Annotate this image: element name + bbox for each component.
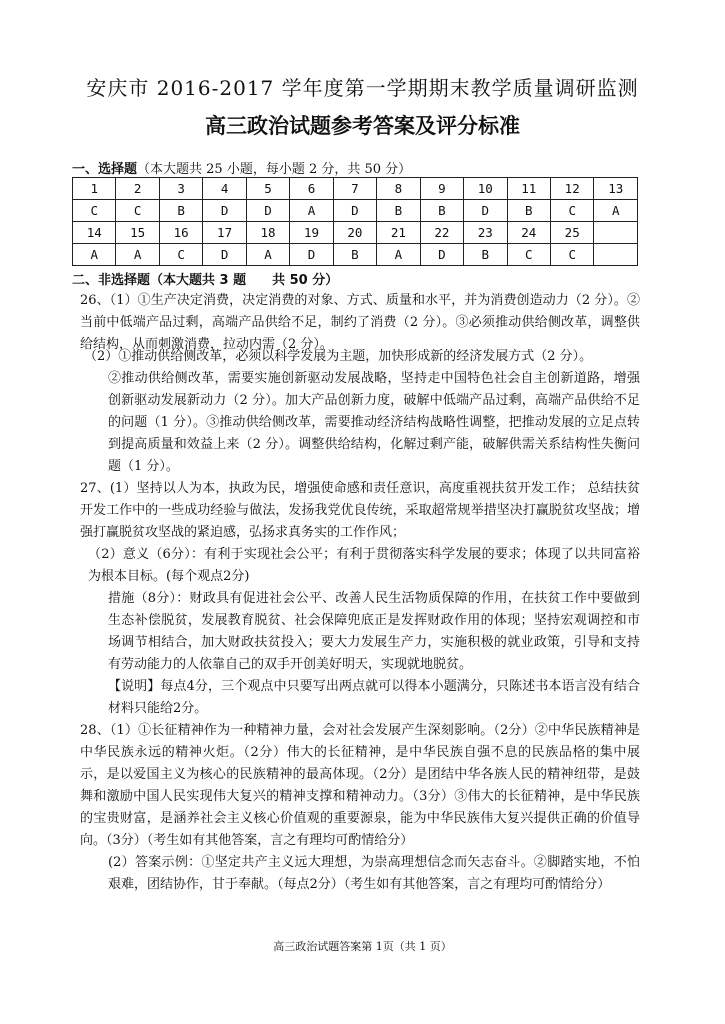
answer-cell: [594, 244, 638, 266]
section1-heading: [72, 158, 411, 177]
question-number-row: [73, 222, 638, 244]
question-number-row: [73, 178, 638, 200]
question-number-cell: 20: [333, 222, 376, 244]
q26-part1-text: 26、（1）①生产决定消费，决定消费的对象、方式、质量和水平，并为消费创造动力（2 分）。②当前中低端产品过剩，高端产品供给不足，制约了消费（2 分）。③必须推动供给侧改革，调整供给结构，从而刺激消费，拉动内需（2 分）。: [80, 293, 640, 352]
answer-row: [73, 244, 638, 266]
question-number-cell: 25: [550, 222, 593, 244]
answer-cell: A: [377, 244, 420, 266]
q28-part2: (2）答案示例：①坚定共产主义远大理想，为崇高理想信念而矢志奋斗。②脚踏实地，不怕艰难，团结协作，甘于奉献。（每点2分）（考生如有其他答案，言之有理均可酌情给分）: [108, 855, 640, 892]
question-number-cell: 13: [594, 178, 638, 200]
q27-part2-meaning: （2）意义（6分）：有利于实现社会公平；有利于贯彻落实科学发展的要求；体现了以共同富裕为根本目标。(每个观点2分): [88, 547, 640, 584]
answer-cell: D: [290, 244, 333, 266]
question-number-cell: 18: [246, 222, 289, 244]
q26-part2-body: ②推动供给侧改革，需要实施创新驱动发展战略，坚持走中国特色社会自主创新道路，增强创新驱动发展新动力（2 分）。加大产品创新力度，破解中低端产品过剩，高端产品供给不足的问题（1 分）。③推动供给侧改革，需要推动经济结构战略性调整，把推动发展的立足点转到提高质量和效益上来（2 分）。调整供给结构，化解过剩产能，破解供需关系结构性失衡问题（1 分）。: [108, 371, 640, 474]
answer-cell: B: [420, 200, 463, 222]
question-number-cell: 22: [420, 222, 463, 244]
answer-cell: B: [377, 200, 420, 222]
answer-cell: D: [464, 200, 507, 222]
answer-cell: B: [464, 244, 507, 266]
section2-heading: 二、非选择题（本大题共 3 题 共 50 分）: [72, 273, 339, 288]
answer-cell: A: [116, 244, 159, 266]
question-number-cell: 8: [377, 178, 420, 200]
question-number-cell: 17: [203, 222, 246, 244]
question-number-cell: 5: [246, 178, 289, 200]
answer-cell: D: [420, 244, 463, 266]
answer-cell: C: [550, 244, 593, 266]
question-number-cell: 14: [73, 222, 116, 244]
answer-cell: C: [73, 200, 116, 222]
question-number-cell: 4: [203, 178, 246, 200]
question-number-cell: 10: [464, 178, 507, 200]
question-number-cell: 23: [464, 222, 507, 244]
q28-part1: 28、（1）①长征精神作为一种精神力量，会对社会发展产生深刻影响。（2分）②中华民族精神是中华民族永远的精神火炬。（2分）伟大的长征精神，是中华民族自强不息的民族品格的集中展示，是以爱国主义为核心的民族精神的最高体现。（2分）是团结中华各族人民的精神纽带，是鼓舞和激励中国人民实现伟大复兴的精神支撑和精神动力。（3分）③伟大的长征精神，是中华民族的宝贵财富，是涵养社会主义核心价值观的重要源泉，能为中华民族伟大复兴提供正确的价值导向。（3分）（考生如有其他答案，言之有理均可酌情给分）: [80, 723, 640, 848]
question-number-cell: [594, 222, 638, 244]
answer-cell: D: [203, 200, 246, 222]
q27-part2-measures: 措施（8分）：财政具有促进社会公平、改善人民生活物质保障的作用，在扶贫工作中要做到生态补偿脱贫，发展教育脱贫、社会保障兜底正是发挥财政作用的体现；坚持宏观调控和市场调节相结合，加大财政扶贫投入；要大力发展生产力，实施积极的就业政策，引导和支持有劳动能力的人依靠自己的双手开创美好明天，实现就地脱贫。: [108, 591, 640, 672]
question-number-cell: 21: [377, 222, 420, 244]
answer-cell: C: [550, 200, 593, 222]
question-number-cell: 6: [290, 178, 333, 200]
q27-note: 【说明】每点4分，三个观点中只要写出两点就可以得本小题满分，只陈述书本语言没有结合材料只能给2分。: [108, 679, 640, 716]
question-number-cell: 3: [159, 178, 202, 200]
question-number-cell: 24: [507, 222, 550, 244]
answer-table: [72, 177, 638, 266]
question-number-cell: 1: [73, 178, 116, 200]
document-title: 安庆市 2016-2017 学年度第一学期期末教学质量调研监测: [86, 76, 639, 100]
answer-cell: C: [116, 200, 159, 222]
answer-cell: D: [246, 200, 289, 222]
document-subtitle: 高三政治试题参考答案及评分标准: [205, 114, 520, 138]
question-number-cell: 11: [507, 178, 550, 200]
answer-cell: A: [290, 200, 333, 222]
question-number-cell: 15: [116, 222, 159, 244]
question-number-cell: 9: [420, 178, 463, 200]
answer-cell: B: [507, 200, 550, 222]
answer-cell: C: [507, 244, 550, 266]
question-number-cell: 16: [159, 222, 202, 244]
question-number-cell: 12: [550, 178, 593, 200]
question-number-cell: 7: [333, 178, 376, 200]
answer-cell: A: [73, 244, 116, 266]
section1-note: （本大题共 25 小题，每小题 2 分，共 50 分）: [137, 162, 412, 177]
page-footer: 高三政治试题答案第 1页（共 1 页）: [273, 940, 452, 953]
section1-title: 一、选择题: [72, 162, 138, 177]
q27-part1: 27、(1）坚持以人为本，执政为民，增强使命感和责任意识，高度重视扶贫开发工作； 总结扶贫开发工作中的一些成功经验与做法，发扬我党优良传统，采取超常规举措坚决打赢脱贫攻坚战；增强打赢脱贫攻坚战的紧迫感，弘扬求真务实的工作作风；: [80, 481, 640, 540]
answer-cell: B: [159, 200, 202, 222]
answer-cell: A: [246, 244, 289, 266]
answer-cell: C: [159, 244, 202, 266]
answer-row: [73, 200, 638, 222]
question-number-cell: 2: [116, 178, 159, 200]
answer-cell: A: [594, 200, 638, 222]
answer-cell: D: [203, 244, 246, 266]
q26-part2-first-line: （2）①推动供给侧改革，必须以科学发展为主题，加快形成新的经济发展方式（2 分）。: [84, 349, 593, 364]
answer-cell: B: [333, 244, 376, 266]
question-number-cell: 19: [290, 222, 333, 244]
answer-cell: D: [333, 200, 376, 222]
